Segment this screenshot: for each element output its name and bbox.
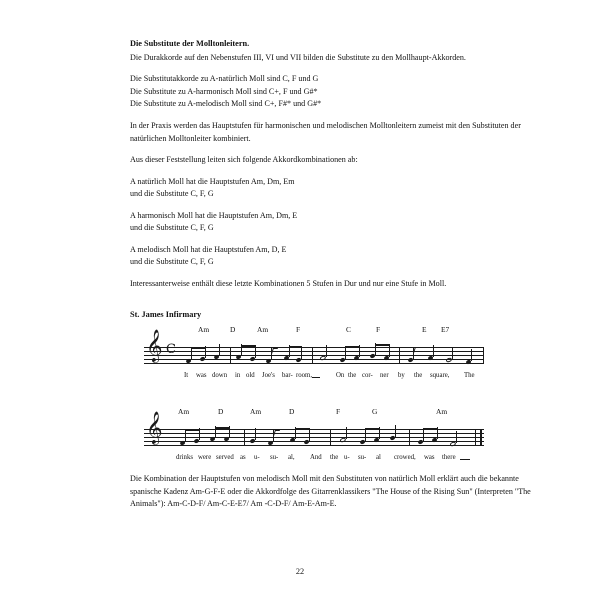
chord-symbol: Am [178,407,190,417]
lyric-syllable: in [235,372,241,380]
chord-symbol: F [376,325,381,335]
lyric-syllable: Joe's [262,372,275,380]
music-system-2 [144,407,484,473]
lyric-syllable: al, [288,454,295,462]
lyric-syllable: was [196,372,207,380]
lyric-syllable: u- [344,454,350,462]
lyric-syllable: square, [430,372,450,380]
chord-symbol: D [218,407,224,417]
lyric-syllable: su- [270,454,279,462]
chord-symbol: E7 [441,325,450,335]
lyric-syllable: down [212,372,228,380]
lyric-syllable: al [376,454,381,462]
lyric-syllable: the [414,372,423,380]
lyric-syllable: by [398,372,405,380]
paragraph-1: Die Durakkorde auf den Nebenstufen III, VI und VII bilden die Substitute zu den Mollhaupt-Akkorden. [130,52,466,62]
treble-clef-icon: 𝄞 [146,329,163,363]
chord-symbol: Am [198,325,210,335]
paragraph-9: A harmonisch Moll hat die Hauptstufen Am, Dm, E [130,210,298,220]
chord-symbol: F [296,325,301,335]
chord-symbol: C [346,325,351,335]
paragraph-10: und die Substitute C, F, G [130,223,214,233]
time-signature-1: C [166,342,176,358]
chord-symbol: F [336,407,341,417]
lyric-syllable: u- [254,454,260,462]
paragraph-3: Die Substitute zu A-harmonisch Moll sind C+, F und G#* [130,86,318,96]
paragraph-6: Aus dieser Feststellung leiten sich folgende Akkordkombinationen ab: [130,155,358,165]
lyric-syllable: the [348,372,357,380]
song-title: St. James Infirmary [130,310,202,320]
closing-paragraph: Die Kombination der Hauptstufen von melodisch Moll mit den Substituten von natürlich Moll erklärt auch die bekannte spanische Kadenz Am-G-F-E oder die Akkordfolge des Gitarrenklassikers "The House of the Rising Sun" (Interpreten "The Animals"): Am-C-D-F/ Am-C-E-E7/ Am -C-D-F/ Am-E-Am-E. [130,474,531,509]
chord-symbol: D [230,325,236,335]
lyric-syllable: drinks [176,454,193,462]
lyric-syllable: as [240,454,246,462]
lyric-syllable: And [310,454,322,462]
lyric-syllable: On [336,372,345,380]
paragraph-11: A melodisch Moll hat die Hauptstufen Am, D, E [130,244,287,254]
lyric-syllable: crowed, [394,454,416,462]
chord-symbol: Am [250,407,262,417]
chord-symbol: Am [257,325,269,335]
lyric-syllable: served [216,454,234,462]
lyric-syllable: It [184,372,189,380]
lyric-syllable: were [198,454,212,462]
treble-clef-icon: 𝄞 [146,411,163,445]
lyric-syllable: room, [296,372,313,380]
paragraph-5: In der Praxis werden das Hauptstufen für harmonischen und melodischen Molltonleitern zumeist mit den Substituten der natürlichen Molltonleiter kombiniert. [130,120,521,143]
page-number: 22 [295,567,305,576]
music-system-1 [144,325,484,391]
chord-symbol: E [422,325,427,335]
chord-symbol: D [289,407,295,417]
lyric-syllable: cor- [362,372,373,380]
chord-symbol: Am [436,407,448,417]
lyric-syllable: bar- [282,372,293,380]
lyric-syllable: The [464,372,475,380]
chord-symbol: G [372,407,378,417]
section-heading: Die Substitute der Molltonleitern. [130,39,250,48]
paragraph-7: A natürlich Moll hat die Hauptstufen Am, Dm, Em [130,176,295,186]
lyric-syllable: old [246,372,255,380]
paragraph-4: Die Substitute zu A-melodisch Moll sind C+, F#* und G#* [130,99,322,109]
lyric-syllable: there [442,454,456,462]
lyric-syllable: ner [380,372,389,380]
paragraph-12: und die Substitute C, F, G [130,257,214,267]
paragraph-8: und die Substitute C, F, G [130,189,214,199]
paragraph-13: Interessanterweise enthält diese letzte Kombinationen 5 Stufen in Dur und nur eine Stufe in Moll. [130,278,447,288]
paragraph-2: Die Substitutakkorde zu A-natürlich Moll sind C, F und G [130,74,319,84]
lyric-syllable: the [330,454,339,462]
lyric-syllable: was [424,454,435,462]
lyric-syllable: su- [358,454,367,462]
